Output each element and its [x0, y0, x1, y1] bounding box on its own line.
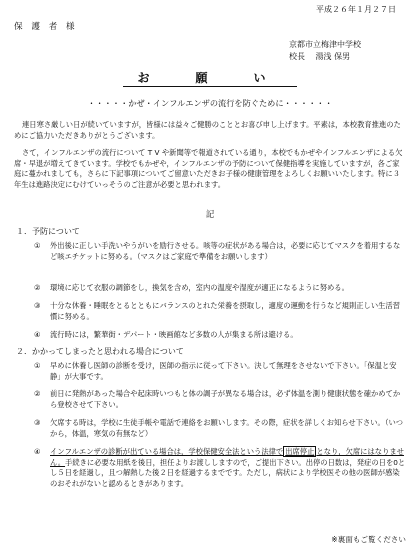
- item-number: ②: [34, 283, 41, 292]
- item-text: [50, 447, 406, 489]
- item-text: 早めに休養し医師の診断を受け，医師の指示に従って下さい。決して無理をさせないで下さい。「保温と安静」が大事です。: [50, 361, 397, 381]
- item-text: 十分な休養・睡眠をとるとともにバランスのとれた栄養を摂取し，適度の運動を行うなど規則正しい生活習慣に努める。: [50, 301, 401, 321]
- list-item: [34, 418, 406, 439]
- ki-heading: 記: [205, 209, 215, 219]
- list-item: [34, 389, 406, 410]
- item-text: 欠席する時は，学校に生徒手帳や電話で連絡をお願いします。その際，症状を詳しくお知らせ下さい。（いつから，体温，寒気の有無など）: [50, 418, 404, 438]
- item-number: ③: [34, 418, 41, 427]
- item-text: 環境に応じて衣服の調節をし，換気を含め，室内の温度や湿度が適正になるように努める。: [50, 283, 349, 292]
- item-text-rest: 手続きに必要な用紙を後日，担任よりお渡ししますので，ご提出下さい。出停の日数は，発症の日を0とし５日を経過し，且つ解熱した後２日を経過するまでです。ただし，病状により学校医その他の医師が感染のおそれがないと認めるときがあります。: [50, 457, 406, 488]
- list-item: [34, 447, 406, 489]
- item-text: 前日に発熱があった場合や起床時いつもと体の調子が異なる場合は，必ず体温を測り健康状態を確かめてから登校させて下さい。: [50, 389, 401, 409]
- list-item: [34, 301, 406, 322]
- item-text: 流行時には，繁華街・デパート・映画館など多数の人が集まる所は避ける。: [50, 330, 298, 339]
- list-item: [34, 361, 406, 382]
- principal-name: 校長 湯浅 保男: [289, 52, 351, 61]
- item-text: 外出後に正しい手洗いやうがいを励行させる。咳等の症状がある場合は，必要に応じてマスクを着用するなど咳エチケットに努める。（マスクはご家庭で準備をお願いします）: [50, 241, 401, 261]
- section-2-heading: ２．かかってしまったと思われる場合について: [16, 347, 184, 356]
- intro-paragraph-1: 連日寒さ厳しい日が続いていますが，皆様には益々ご健勝のこととお喜び申し上げます。平素は，本校教育推進のためにご協力いただきありがとうございます。: [14, 120, 401, 140]
- item-number: ④: [34, 447, 41, 456]
- underlined-text-end: となり，欠席にはなりません。: [50, 447, 404, 467]
- subtitle: ・・・・・かぜ・インフルエンザの流行を防ぐために・・・・・・: [87, 98, 333, 108]
- underlined-text: インフルエンザの診断が出ている場合は，学校保健安全法という法律で: [50, 447, 284, 456]
- list-item: [34, 241, 406, 262]
- page-title: お 願 い: [137, 71, 283, 85]
- item-number: ①: [34, 361, 41, 370]
- footer-note: ※裏面もご覧ください: [331, 535, 406, 544]
- item-number: ③: [34, 301, 41, 310]
- item-number: ④: [34, 330, 41, 339]
- list-item: [34, 330, 406, 341]
- title-underline: [123, 86, 297, 87]
- item-number: ②: [34, 389, 41, 398]
- school-name: 京都市立梅津中学校: [289, 40, 361, 49]
- addressee: 保 護 者 様: [14, 22, 78, 32]
- date: 平成２６年１月２７日: [316, 5, 396, 14]
- list-item: [34, 283, 406, 294]
- item-number: ①: [34, 241, 41, 250]
- boxed-term: 出席停止: [285, 447, 315, 456]
- intro-paragraph-2: さて，インフルエンザの流行について T V や新聞等で報道されている通り，本校でもかぜやインフルエンザによる欠席・早退が増えてきています。学校でもかぜや，インフルエンザの予防について保健指導を実施していますが，各ご家庭に蔓かれましても，さらに下記事項についてご留意いただきお子様の健康管理をよろしくお願いいたします。特に３年生は進路決定にむけていっそうのご注意が必要と思われます。: [14, 148, 403, 189]
- section-1-heading: １．予防について: [16, 227, 80, 236]
